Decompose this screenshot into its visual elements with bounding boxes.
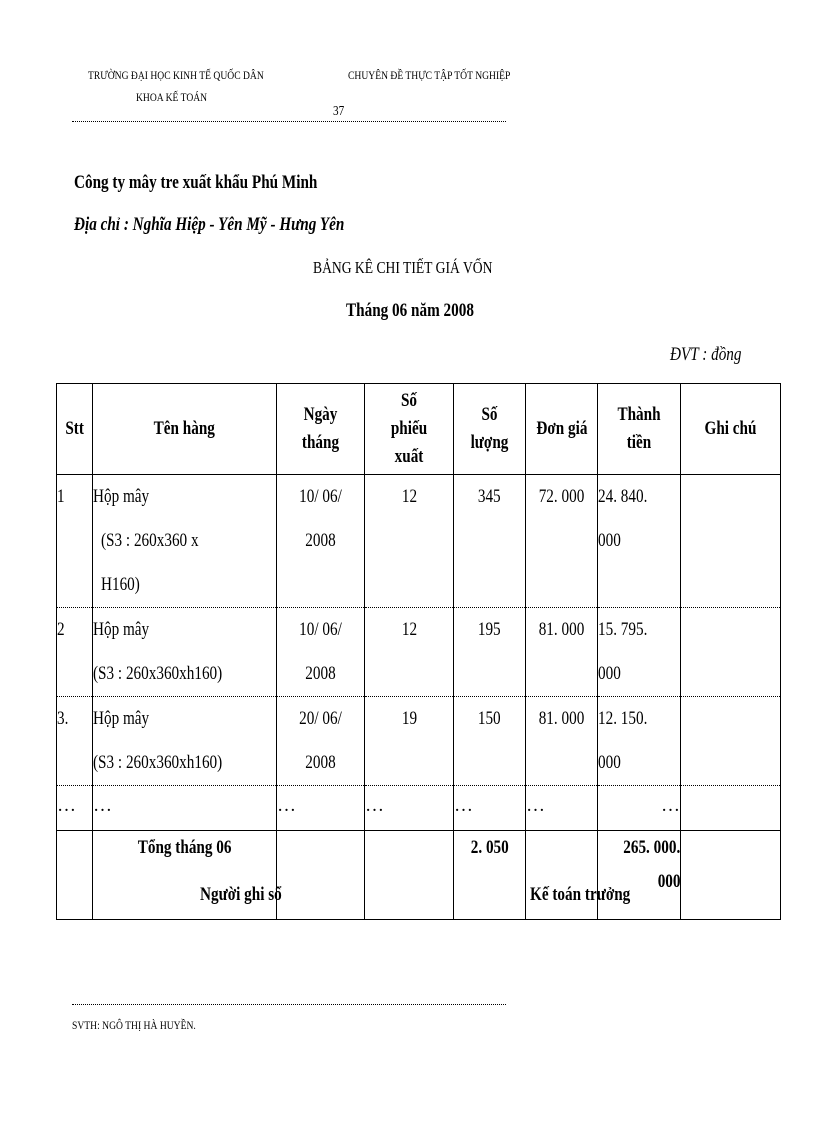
cell-empty (277, 831, 365, 920)
cell-empty (681, 831, 781, 920)
company-address: Địa chỉ : Nghĩa Hiệp - Yên Mỹ - Hưng Yên (74, 214, 345, 235)
cell-stt: 2 (57, 608, 93, 697)
header-voucher: Số phiếu xuất (365, 384, 454, 475)
table-row (57, 608, 781, 697)
school-name: TRƯỜNG ĐẠI HỌC KINH TẾ QUỐC DÂN (88, 68, 264, 82)
cell-voucher: 19 (365, 697, 454, 786)
cell-note (681, 697, 781, 786)
cell-price: 72. 000 (526, 475, 598, 608)
cell-name: Hộp mây (S3 : 260x360xh160) (93, 608, 277, 697)
header-stt: Stt (57, 384, 93, 475)
cell-voucher: 12 (365, 608, 454, 697)
cell-amount: 15. 795. 000 (598, 608, 681, 697)
cell-price: 81. 000 (526, 697, 598, 786)
cell-amount: 24. 840. 000 (598, 475, 681, 608)
table-row (57, 697, 781, 786)
header-note: Ghi chú (681, 384, 781, 475)
cell-ellipsis: … (57, 786, 93, 831)
signature-chief-accountant: Kế toán trưởng (530, 884, 631, 905)
document-date: Tháng 06 năm 2008 (346, 300, 474, 321)
cell-date: 10/ 06/ 2008 (277, 608, 365, 697)
cell-ellipsis: … (277, 786, 365, 831)
cell-ellipsis: … (598, 786, 681, 831)
cell-empty (526, 831, 598, 920)
footer-divider (72, 1004, 506, 1005)
cell-note (681, 608, 781, 697)
cell-amount: 12. 150. 000 (598, 697, 681, 786)
company-name: Công ty mây tre xuất khẩu Phú Minh (74, 172, 318, 193)
signature-recorder: Người ghi sổ (200, 884, 282, 905)
header-divider (72, 121, 506, 122)
cell-stt: 3. (57, 697, 93, 786)
cell-note (681, 475, 781, 608)
cell-date: 10/ 06/ 2008 (277, 475, 365, 608)
header-name: Tên hàng (93, 384, 277, 475)
cell-name: Hộp mây (S3 : 260x360xh160) (93, 697, 277, 786)
cell-ellipsis: … (526, 786, 598, 831)
cell-name: Hộp mây (S3 : 260x360 x H160) (93, 475, 277, 608)
cell-qty: 345 (454, 475, 526, 608)
cell-empty (57, 831, 93, 920)
table-row-ellipsis (57, 786, 781, 831)
cell-qty: 195 (454, 608, 526, 697)
total-amount: 265. 000. 000 (598, 831, 681, 920)
document-title: BẢNG KÊ CHI TIẾT GIÁ VỐN (313, 258, 493, 277)
cell-empty (681, 786, 781, 831)
cell-ellipsis: … (454, 786, 526, 831)
total-qty: 2. 050 (454, 831, 526, 920)
cell-date: 20/ 06/ 2008 (277, 697, 365, 786)
cell-stt: 1 (57, 475, 93, 608)
cell-voucher: 12 (365, 475, 454, 608)
total-label: Tổng tháng 06 (93, 831, 277, 920)
cell-ellipsis: … (93, 786, 277, 831)
faculty-name: KHOA KẾ TOÁN (136, 90, 208, 104)
cell-ellipsis: … (365, 786, 454, 831)
cell-qty: 150 (454, 697, 526, 786)
header-price: Đơn giá (526, 384, 598, 475)
currency-unit: ĐVT : đồng (670, 344, 742, 365)
student-name: SVTH: NGÔ THỊ HÀ HUYỀN. (72, 1018, 196, 1032)
table-header-row (57, 384, 781, 475)
table-total-row (57, 831, 781, 920)
table-row (57, 475, 781, 608)
cost-detail-table (56, 383, 781, 920)
header-date: Ngày tháng (277, 384, 365, 475)
cell-price: 81. 000 (526, 608, 598, 697)
header-amount: Thành tiền (598, 384, 681, 475)
header-qty: Số lượng (454, 384, 526, 475)
cell-empty (365, 831, 454, 920)
thesis-title: CHUYÊN ĐỀ THỰC TẬP TỐT NGHIỆP (348, 68, 511, 82)
page-number: 37 (333, 104, 345, 119)
